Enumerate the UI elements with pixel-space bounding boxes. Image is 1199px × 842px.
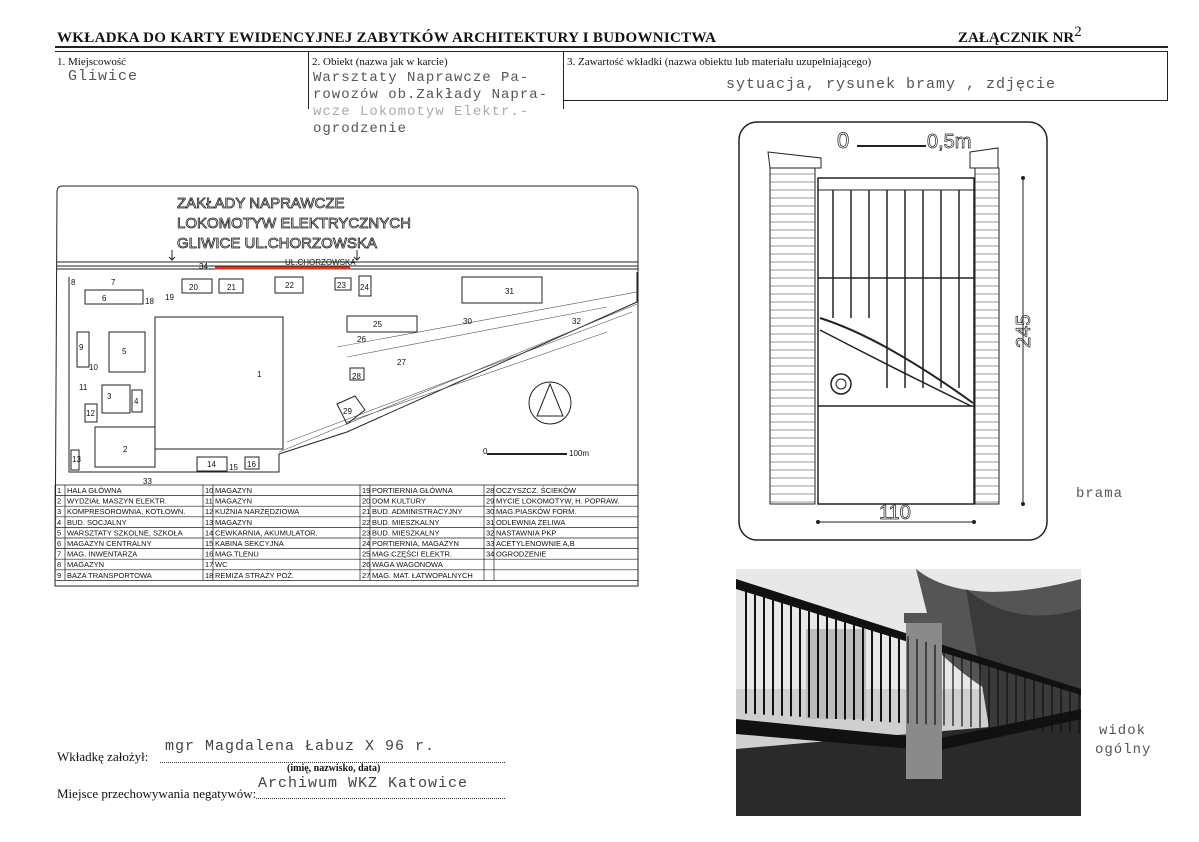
legend-entry: MAG.CZĘŚCI ELEKTR. <box>372 549 453 559</box>
legend-number: 31 <box>486 517 495 527</box>
legend-entry: KUŹNIA NARZĘDZIOWA <box>215 507 300 517</box>
field-object-line: rowozów ob.Zakłady Napra- <box>313 87 549 103</box>
legend-number: 17 <box>205 560 214 570</box>
building-label: 8 <box>71 278 76 287</box>
legend-entry: PORTIERNIA GŁÓWNA <box>372 486 453 495</box>
legend-number: 7 <box>57 549 62 559</box>
building-label: 26 <box>357 335 366 344</box>
legend-number: 13 <box>205 517 214 527</box>
legend-number: 27 <box>362 570 371 580</box>
legend-number: 2 <box>57 496 62 506</box>
legend-entry: MAG. MAT. ŁATWOPALNYCH <box>372 570 473 580</box>
photo-caption <box>1095 722 1151 760</box>
legend-number: 5 <box>57 528 62 538</box>
legend-number: 15 <box>205 539 214 548</box>
legend-entry: KABINA SEKCYJNA <box>215 539 284 548</box>
building-label: 16 <box>247 460 256 469</box>
building-label: 33 <box>143 477 152 486</box>
legend-entry: CEWKARNIA, AKUMULATOR. <box>215 528 318 538</box>
plan-title-2: LOKOMOTYW ELEKTRYCZNYCH <box>177 215 411 232</box>
building-label: 21 <box>227 283 236 292</box>
legend-number: 26 <box>362 560 371 570</box>
legend-entry: REMIZA STRAŻY POŻ. <box>215 570 295 580</box>
plan-legend <box>55 485 638 580</box>
field3-underline <box>563 100 1168 101</box>
legend-entry: HALA GŁÓWNA <box>67 486 122 495</box>
gate-height-dimension: 245 <box>1013 314 1035 348</box>
building-label: 20 <box>189 283 198 292</box>
building-label: 24 <box>360 283 369 292</box>
gate-caption: brama <box>1076 486 1124 502</box>
field-divider-1 <box>308 51 309 109</box>
legend-entry: MAGAZYN <box>215 517 253 527</box>
legend-entry: WC <box>215 560 228 570</box>
legend-entry: MAG.TLENU <box>215 549 259 559</box>
field3-rightline <box>1167 51 1168 101</box>
legend-number: 23 <box>362 528 371 538</box>
building-label: 29 <box>343 407 352 416</box>
negatives-dotted-line <box>256 797 505 799</box>
building-label: 2 <box>123 445 128 454</box>
legend-entry: BUD. SOCJALNY <box>67 517 127 527</box>
legend-entry: MAG. INWENTARZA <box>67 549 138 559</box>
building-label: 4 <box>134 397 139 406</box>
building-label: 30 <box>463 317 472 326</box>
legend-number: 8 <box>57 560 62 570</box>
building-label: 22 <box>285 281 294 290</box>
document-title: WKŁADKA DO KARTY EWIDENCYJNEJ ZABYTKÓW ARCHITEKTURY I BUDOWNICTWA <box>57 30 717 46</box>
legend-entry: WARSZTATY SZKOLNE, SZKOŁA <box>67 528 183 538</box>
legend-number: 28 <box>486 486 495 495</box>
legend-number: 10 <box>205 486 214 495</box>
compass-icon <box>529 382 571 424</box>
legend-number: 16 <box>205 549 214 559</box>
legend-number: 24 <box>362 539 371 548</box>
field-object-value <box>313 70 548 138</box>
legend-entry: BUD. MIESZKALNY <box>372 528 440 538</box>
legend-entry: WYDZIAŁ MASZYN ELEKTR. <box>67 496 168 506</box>
building-label: 23 <box>337 281 346 290</box>
legend-entry: PORTIERNIA, MAGAZYN <box>372 539 459 548</box>
legend-number: 11 <box>205 496 213 506</box>
building-label: 28 <box>352 372 361 381</box>
building-label: 32 <box>572 317 581 326</box>
annex-number: 2 <box>1074 24 1082 40</box>
building-label: 12 <box>86 409 95 418</box>
building-label: 11 <box>79 383 88 392</box>
building-label: 7 <box>111 278 116 287</box>
field-content-label: 3. Zawartość wkładki (nazwa obiektu lub materiału uzupełniającego) <box>567 56 872 68</box>
legend-number: 4 <box>57 517 62 527</box>
gate-scale-start: 0 <box>837 128 850 153</box>
legend-entry: WAGA WAGONOWA <box>372 560 443 570</box>
legend-number: 22 <box>362 517 371 527</box>
field-object-label: 2. Obiekt (nazwa jak w karcie) <box>312 56 448 68</box>
building-label: 10 <box>89 363 98 372</box>
fence-photo <box>736 569 1081 816</box>
building-label: 9 <box>79 343 84 352</box>
legend-number: 32 <box>486 528 495 538</box>
negatives-label: Miejsce przechowywania negatywów: <box>57 786 257 801</box>
legend-number: 1 <box>57 486 62 495</box>
field-object-line: ogrodzenie <box>313 121 408 137</box>
header-rule <box>55 46 1168 48</box>
legend-number: 14 <box>205 528 214 538</box>
plan-scale-start: 0 <box>483 447 488 456</box>
legend-number: 18 <box>205 570 214 580</box>
legend-number: 33 <box>486 539 495 548</box>
legend-entry: ODLEWNIA ŻELIWA <box>496 517 566 527</box>
building-1 <box>155 317 283 449</box>
legend-number: 12 <box>205 507 214 517</box>
legend-entry: BUD. ADMINISTRACYJNY <box>372 507 463 517</box>
founder-value: mgr Magdalena Łabuz X 96 r. <box>165 738 436 755</box>
building-label: 27 <box>397 358 406 367</box>
building-label: 14 <box>207 460 216 469</box>
legend-entry: BUD. MIESZKALNY <box>372 517 440 527</box>
legend-number: 20 <box>362 496 371 506</box>
building-label: 15 <box>229 463 238 472</box>
building-label: 5 <box>122 347 127 356</box>
legend-entry: OCZYSZCZ. ŚCIEKÓW <box>496 486 577 495</box>
legend-number: 6 <box>57 539 62 548</box>
legend-entry: MAGAZYN CENTRALNY <box>67 539 152 548</box>
legend-entry: ACETYLENOWNIE A,B <box>496 539 575 548</box>
legend-number: 25 <box>362 549 371 559</box>
field-locality-label: 1. Miejscowość <box>57 56 127 68</box>
legend-number: 19 <box>362 486 371 495</box>
legend-number: 29 <box>486 496 495 506</box>
plan-scale-end: 100m <box>569 449 590 458</box>
site-plan <box>47 182 643 592</box>
legend-entry: MAG.PIASKÓW FORM. <box>496 507 577 517</box>
legend-entry: MAGAZYN <box>215 496 253 506</box>
field-content-value: sytuacja, rysunek bramy , zdjęcie <box>726 76 1057 93</box>
photo-caption-line2: ogólny <box>1095 742 1152 758</box>
gate-drawing-svg <box>733 118 1053 543</box>
site-plan-drawing <box>47 182 643 592</box>
legend-entry: OGRODZENIE <box>496 549 547 559</box>
building-label: 6 <box>102 294 107 303</box>
building-label: 18 <box>145 297 154 306</box>
gate-width-dimension: 110 <box>879 502 911 524</box>
building-label: 13 <box>72 455 81 464</box>
legend-number: 34 <box>486 549 495 559</box>
legend-entry: NASTAWNIA PKP <box>496 528 557 538</box>
header-rule-thin <box>55 51 1168 52</box>
legend-number: 30 <box>486 507 495 517</box>
building-label: 34 <box>199 262 208 271</box>
legend-number: 21 <box>362 507 371 517</box>
plan-title-1: ZAKŁADY NAPRAWCZE <box>177 195 345 212</box>
building-label: 31 <box>505 287 514 296</box>
negatives-value: Archiwum WKZ Katowice <box>258 775 469 792</box>
gate-drawing <box>733 118 1053 543</box>
founder-note: (imię, nazwisko, data) <box>287 763 381 774</box>
field-locality-value: Gliwice <box>68 68 139 85</box>
building-label: 1 <box>257 370 262 379</box>
legend-number: 9 <box>57 570 62 580</box>
legend-entry: BAZA TRANSPORTOWA <box>67 570 152 580</box>
annex-label <box>958 24 1082 47</box>
legend-entry: DOM KULTURY <box>372 496 426 506</box>
legend-number: 3 <box>57 507 62 517</box>
legend-entry: MAGAZYN <box>215 486 253 495</box>
fence-photo-image <box>736 569 1081 816</box>
legend-entry: MYCIE LOKOMOTYW, H. POPRAW. <box>496 496 620 506</box>
legend-entry: MAGAZYN <box>67 560 105 570</box>
building-label: 19 <box>165 293 174 302</box>
legend-entry: KOMPRESOROWNIA, KOTŁOWN. <box>67 507 186 517</box>
plan-title-3: GLIWICE UL.CHORZOWSKA <box>177 235 378 252</box>
founder-label: Wkładkę założył: <box>57 749 149 764</box>
photo-caption-line1: widok <box>1099 723 1147 739</box>
gate-scale-end: 0,5m <box>927 131 972 153</box>
field-object-line: Warsztaty Naprawcze Pa- <box>313 70 530 86</box>
field-object-line: wcze Lokomotyw Elektr.- <box>313 104 530 120</box>
annex-label-text: ZAŁĄCZNIK NR <box>958 30 1075 46</box>
street-label: UL.CHORZOWSKA <box>285 258 356 267</box>
building-label: 3 <box>107 392 112 401</box>
building-label: 25 <box>373 320 382 329</box>
